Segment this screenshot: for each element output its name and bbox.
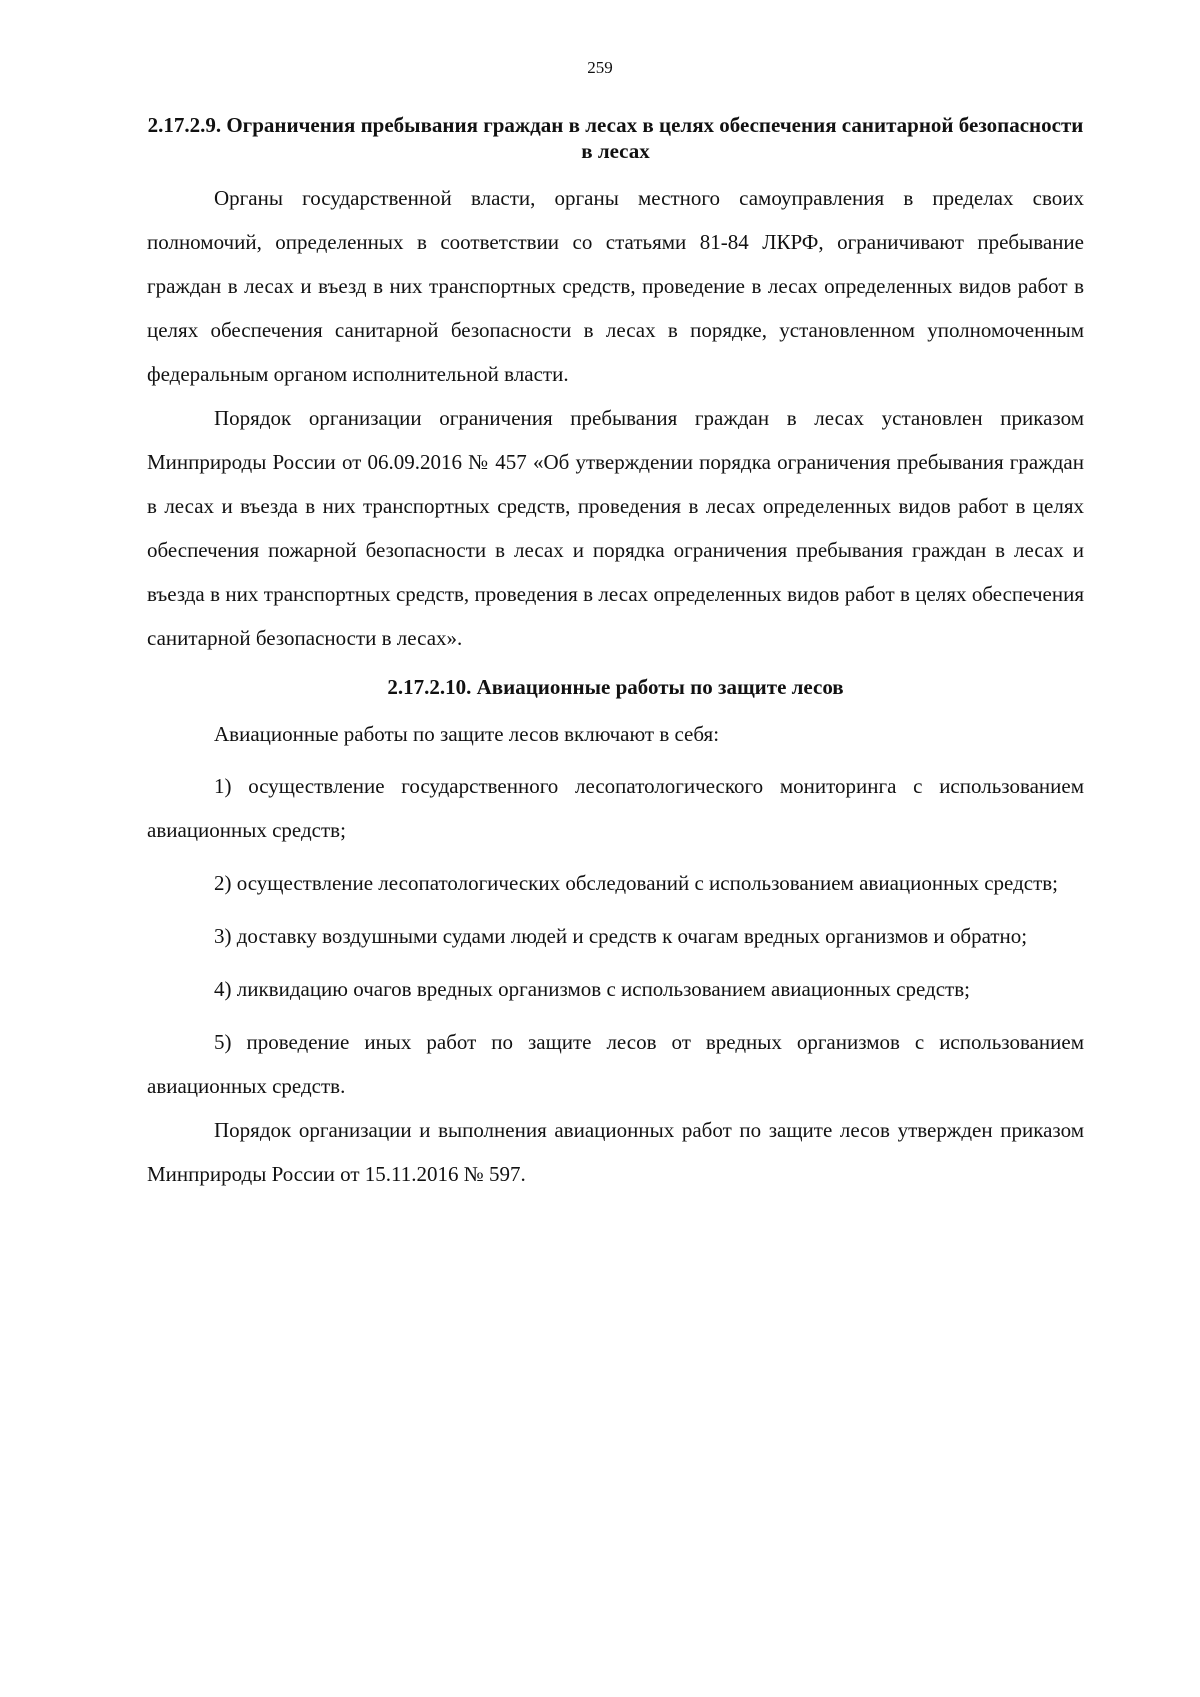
paragraph-authorities: Органы государственной власти, органы местного самоуправления в пределах своих полномочий, определенных в соответствии со статьями 81-84 ЛКРФ, ограничивают пребывание граждан в лесах и въезд в них транспортных средств, проведение в лесах определенных видов работ в целях обеспечения санитарной безопасности в лесах в порядке, установленном уполномоченным федеральным органом исполнительной власти. [147, 186, 1084, 386]
section-heading-2-17-2-9: 2.17.2.9. Ограничения пребывания граждан в лесах в целях обеспечения санитарной безопасности в лесах [147, 113, 1084, 163]
page-content [147, 112, 1084, 1196]
list-item: 3) доставку воздушными судами людей и средств к очагам вредных организмов и обратно; [214, 924, 1028, 948]
section-heading-2-17-2-10: 2.17.2.10. Авиационные работы по защите лесов [387, 675, 844, 699]
list-item: 5) проведение иных работ по защите лесов от вредных организмов с использованием авиационных средств. [147, 1030, 1084, 1098]
paragraph-aviation-intro: Авиационные работы по защите лесов включают в себя: [214, 722, 720, 746]
page-number: 259 [587, 58, 613, 77]
paragraph-order-597: Порядок организации и выполнения авиационных работ по защите лесов утвержден приказом Минприроды России от 15.11.2016 № 597. [147, 1118, 1084, 1186]
paragraph-order-457: Порядок организации ограничения пребывания граждан в лесах установлен приказом Минприроды России от 06.09.2016 № 457 «Об утверждении порядка ограничения пребывания граждан в лесах и въезда в них транспортных средств, проведения в лесах определенных видов работ в целях обеспечения пожарной безопасности в лесах и порядка ограничения пребывания граждан в лесах и въезда в них транспортных средств, проведения в лесах определенных видов работ в целях обеспечения санитарной безопасности в лесах». [147, 406, 1084, 650]
aviation-works-list [147, 764, 1084, 1108]
list-item: 2) осуществление лесопатологических обследований с использованием авиационных средств; [214, 871, 1058, 895]
list-item: 1) осуществление государственного лесопатологического мониторинга с использованием авиационных средств; [147, 774, 1084, 842]
list-item: 4) ликвидацию очагов вредных организмов с использованием авиационных средств; [214, 977, 970, 1001]
